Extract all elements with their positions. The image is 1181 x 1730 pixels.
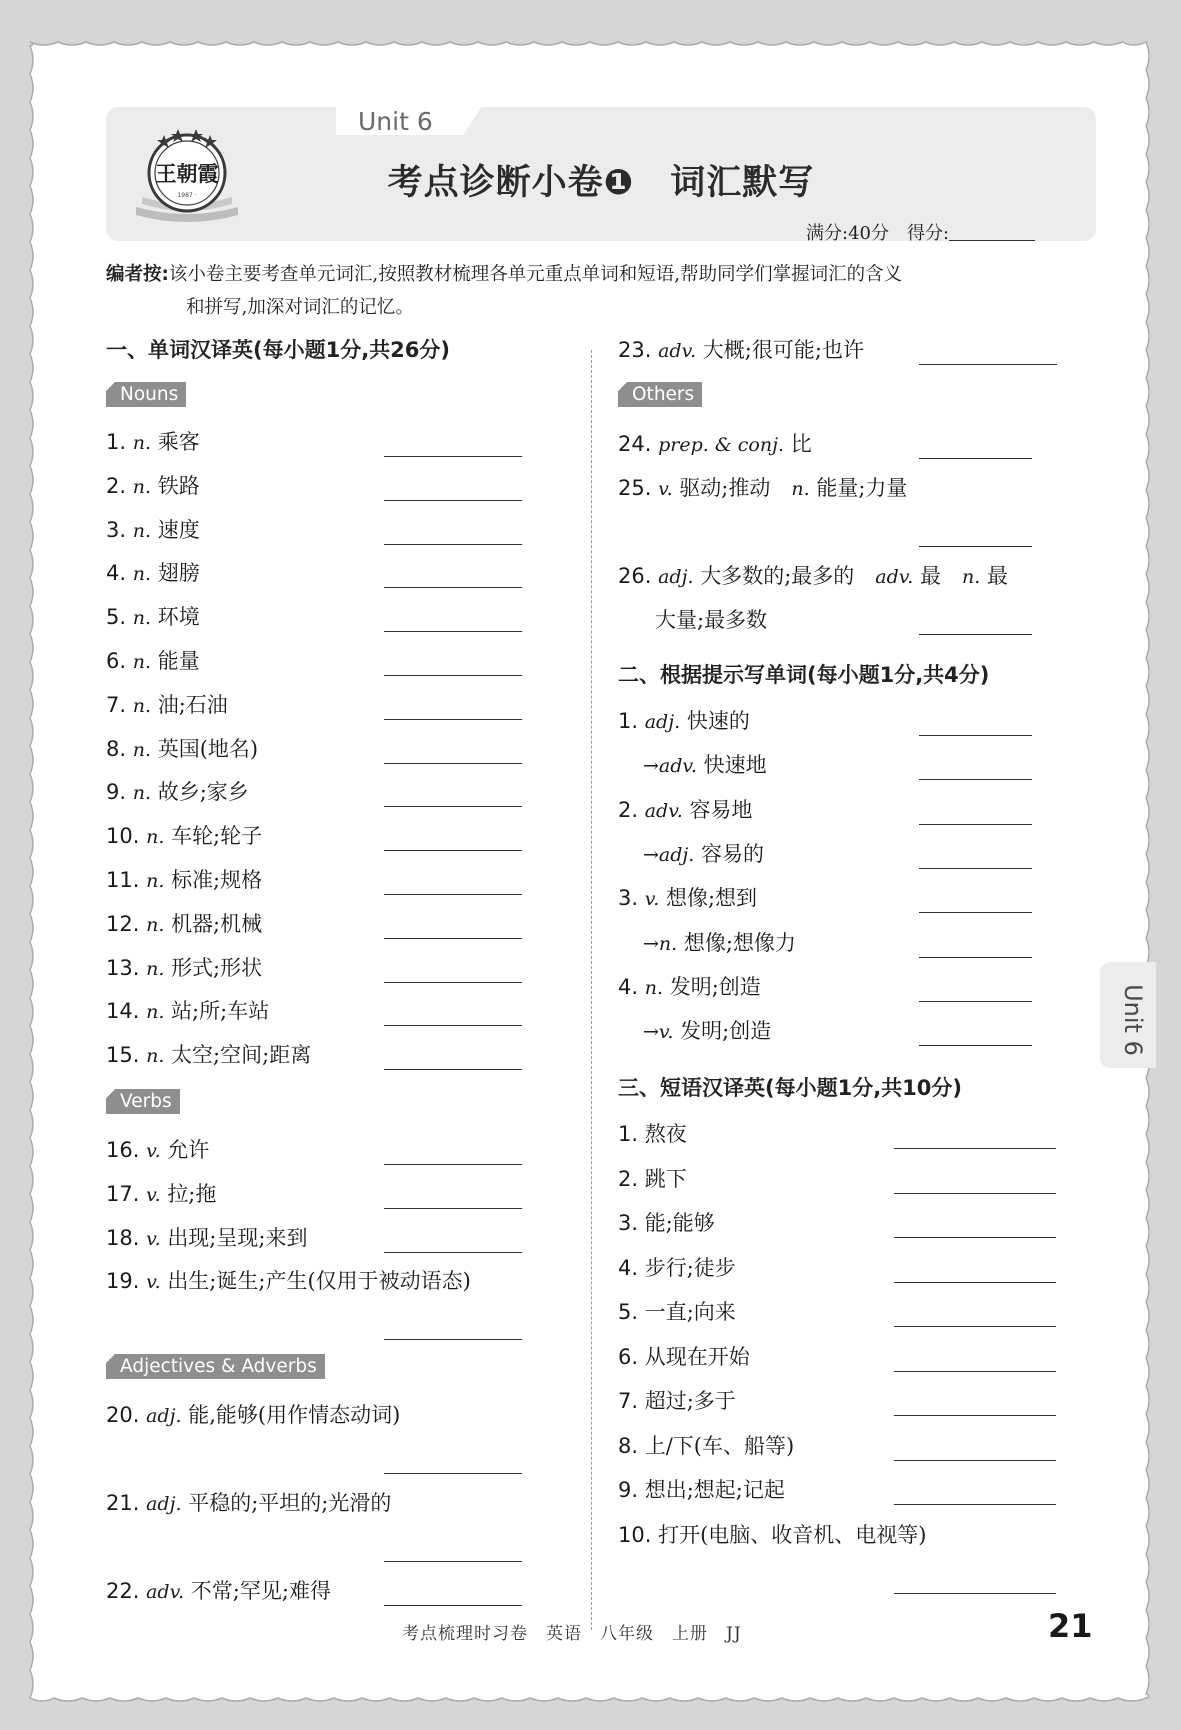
item-prompt: 出生;诞生;产生(仅用于被动语态) — [167, 1269, 471, 1294]
item-number: 1. — [618, 1122, 639, 1146]
part-of-speech: adj. — [658, 566, 694, 588]
item-prompt: 上/下(车、船等) — [644, 1433, 795, 1458]
score-label: 满分:40分 得分: — [806, 223, 950, 244]
answer-blank[interactable] — [894, 1371, 1056, 1372]
question-item — [106, 952, 262, 982]
category-tag: Adjectives & Adverbs — [106, 1354, 325, 1379]
question-item — [618, 1341, 750, 1371]
part-of-speech: n. — [132, 607, 152, 630]
answer-blank[interactable] — [919, 957, 1032, 958]
item-prompt: 大概;很可能;也许 — [702, 338, 864, 362]
answer-blank[interactable] — [384, 1561, 522, 1562]
item-prompt: 从现在开始 — [644, 1344, 750, 1369]
item-number: 8. — [618, 1433, 639, 1458]
item-number: 15. — [106, 1043, 140, 1068]
item-number: 7. — [106, 692, 127, 717]
question-item — [106, 908, 262, 938]
question-item — [618, 1385, 736, 1415]
answer-blank[interactable] — [384, 1339, 522, 1340]
item-prompt: 机器;机械 — [171, 911, 263, 936]
category-tag: Verbs — [106, 1089, 180, 1114]
item-prompt: 出现;呈现;来到 — [167, 1225, 308, 1250]
item-prompt: 比 — [790, 432, 812, 456]
item-number: 8. — [106, 736, 127, 761]
question-item — [618, 1118, 687, 1148]
question-item — [106, 601, 200, 631]
item-number: 1. — [106, 430, 127, 454]
item-prompt: 环境 — [157, 605, 200, 630]
part-of-speech: n. — [132, 738, 152, 761]
part-of-speech: v. — [644, 888, 660, 911]
category-tag: Nouns — [106, 382, 186, 407]
item-number: 21. — [106, 1491, 140, 1515]
part-of-speech: n. — [791, 478, 810, 500]
item-prompt: 驱动;推动 — [679, 476, 771, 500]
answer-blank[interactable] — [894, 1148, 1056, 1149]
item-number: 4. — [106, 561, 127, 586]
item-number: 16. — [106, 1138, 140, 1162]
item-prompt: 大多数的;最多的 — [700, 564, 855, 588]
answer-blank[interactable] — [384, 675, 522, 676]
question-item — [106, 733, 258, 763]
question-item — [643, 927, 796, 957]
item-number: 6. — [618, 1344, 639, 1369]
item-number: 7. — [618, 1389, 639, 1413]
item-prompt: 容易地 — [689, 797, 753, 822]
item-prompt: 平稳的;平坦的;光滑的 — [188, 1491, 392, 1515]
answer-blank[interactable] — [384, 500, 522, 501]
part-of-speech: →adj. — [643, 843, 695, 866]
item-number: 5. — [618, 1300, 639, 1324]
part-of-speech: n. — [146, 957, 165, 980]
item-number: 19. — [106, 1269, 140, 1294]
column-divider — [591, 350, 592, 1630]
answer-blank[interactable] — [894, 1415, 1056, 1416]
question-item — [106, 689, 228, 719]
answer-blank[interactable] — [384, 982, 522, 983]
question-item — [618, 1519, 926, 1549]
item-prompt: 想出;想起;记起 — [644, 1478, 785, 1502]
item-prompt: 能;能够 — [644, 1211, 715, 1235]
part-of-speech: prep. & conj. — [658, 434, 785, 456]
editor-note — [106, 258, 1102, 324]
item-prompt: 标准;规格 — [171, 868, 263, 892]
side-tab-label: Unit 6 — [1119, 984, 1147, 1056]
answer-blank[interactable] — [384, 719, 522, 720]
item-prompt: 发明;创造 — [669, 974, 761, 999]
answer-blank[interactable] — [919, 824, 1032, 825]
item-number: 3. — [618, 886, 639, 911]
question-item — [106, 426, 200, 456]
answer-blank[interactable] — [384, 456, 522, 457]
question-item — [618, 705, 750, 735]
editor-note-line1: 该小卷主要考查单元词汇,按照教材梳理各单元重点单词和短语,帮助同学们掌握词汇的含义 — [168, 264, 903, 285]
part-of-speech: adv. — [146, 1581, 185, 1603]
svg-text:王朝霞: 王朝霞 — [155, 161, 219, 186]
question-item — [618, 334, 864, 364]
category-tag: Others — [618, 382, 702, 407]
part-of-speech: v. — [146, 1271, 161, 1294]
question-item — [106, 1178, 216, 1208]
item-prompt: 站;所;车站 — [171, 999, 270, 1024]
answer-blank[interactable] — [919, 546, 1032, 547]
item-prompt: 想像;想到 — [665, 886, 758, 911]
item-number: 10. — [618, 1522, 652, 1547]
question-item — [106, 1039, 311, 1069]
part-of-speech: n. — [132, 563, 152, 586]
item-number: 3. — [618, 1211, 639, 1235]
editor-note-line2: 和拼写,加深对词汇的记忆。 — [186, 297, 414, 318]
item-prompt: 速度 — [157, 517, 200, 542]
question-item — [106, 1222, 307, 1252]
answer-blank[interactable] — [384, 631, 522, 632]
answer-blank[interactable] — [919, 779, 1032, 780]
question-item — [106, 1134, 209, 1164]
item-prompt: 车轮;轮子 — [171, 824, 263, 849]
part-of-speech: n. — [146, 870, 165, 892]
part-of-speech: v. — [658, 478, 673, 500]
item-prompt: 太空;空间;距离 — [171, 1043, 312, 1068]
answer-blank[interactable] — [919, 1001, 1032, 1002]
question-item — [106, 776, 249, 806]
item-prompt: 跳下 — [644, 1166, 687, 1191]
answer-blank[interactable] — [384, 1164, 522, 1165]
part-of-speech: n. — [146, 1001, 165, 1024]
question-item — [106, 864, 262, 894]
answer-blank[interactable] — [894, 1326, 1056, 1327]
part-of-speech: adj. — [146, 1493, 182, 1515]
answer-blank[interactable] — [894, 1237, 1056, 1238]
item-number: 6. — [106, 649, 127, 673]
item-prompt: 一直;向来 — [644, 1300, 736, 1324]
item-prompt: 翅膀 — [157, 561, 200, 586]
answer-blank[interactable] — [919, 458, 1032, 459]
answer-blank[interactable] — [384, 763, 522, 764]
page-number: 21 — [1048, 1607, 1093, 1645]
item-prompt: 熬夜 — [644, 1122, 687, 1146]
item-prompt: 步行;徒步 — [644, 1255, 736, 1280]
item-number: 4. — [618, 1255, 639, 1280]
question-item — [106, 1399, 400, 1429]
part-of-speech: adj. — [146, 1405, 182, 1427]
footer-text: 考点梳理时习卷 英语 八年级 上册 JJ — [402, 1624, 742, 1644]
part-of-speech: n. — [961, 566, 981, 588]
item-prompt: 最 — [919, 564, 941, 588]
part-of-speech: n. — [132, 432, 152, 454]
item-prompt: 打开(电脑、收音机、电视等) — [658, 1522, 927, 1547]
answer-blank[interactable] — [919, 1045, 1032, 1046]
question-item — [106, 514, 200, 544]
item-prompt: 能,能够(用作情态动词) — [188, 1403, 401, 1427]
item-number: 23. — [618, 338, 652, 362]
item-prompt: 快速的 — [686, 709, 750, 733]
item-prompt: 容易的 — [701, 841, 765, 866]
item-number: 18. — [106, 1225, 140, 1250]
item-prompt: 不常;罕见;难得 — [190, 1579, 331, 1603]
answer-blank[interactable] — [384, 1605, 522, 1606]
part-of-speech: v. — [146, 1183, 161, 1206]
part-of-speech: n. — [132, 475, 152, 498]
item-prompt: 允许 — [167, 1138, 210, 1162]
answer-blank[interactable] — [894, 1193, 1056, 1194]
worksheet-page — [22, 34, 1154, 1706]
part-of-speech: adv. — [875, 566, 914, 588]
question-item — [106, 820, 262, 850]
part-of-speech: n. — [132, 651, 152, 673]
item-prompt: 想像;想像力 — [683, 930, 796, 955]
part-of-speech: →n. — [643, 932, 678, 955]
answer-blank[interactable] — [894, 1593, 1056, 1594]
question-item — [106, 995, 269, 1025]
answer-blank[interactable] — [384, 938, 522, 939]
answer-blank[interactable] — [384, 544, 522, 545]
item-number: 9. — [106, 780, 127, 805]
question-item — [618, 1207, 715, 1237]
item-prompt: 铁路 — [157, 473, 200, 498]
part-of-speech: adv. — [644, 799, 683, 822]
question-item — [618, 560, 1008, 590]
part-of-speech: n. — [132, 694, 152, 717]
answer-blank[interactable] — [894, 1504, 1056, 1505]
answer-blank[interactable] — [384, 806, 522, 807]
item-number: 10. — [106, 824, 140, 849]
question-item — [618, 1430, 794, 1460]
question-item — [618, 472, 907, 502]
question-item — [106, 1575, 331, 1605]
part-of-speech: v. — [146, 1140, 161, 1162]
part-of-speech: n. — [146, 1045, 165, 1068]
item-prompt: 超过;多于 — [644, 1389, 736, 1413]
item-number: 26. — [618, 564, 652, 588]
question-item — [106, 557, 200, 587]
answer-blank[interactable] — [894, 1282, 1056, 1283]
item-prompt: 能量 — [157, 649, 200, 673]
score-line — [806, 219, 1035, 245]
item-number: 1. — [618, 709, 639, 733]
unit-label: Unit 6 — [358, 107, 433, 136]
item-prompt: 发明;创造 — [680, 1019, 772, 1044]
part-of-speech: n. — [146, 826, 165, 849]
answer-blank[interactable] — [919, 912, 1032, 913]
answer-blank[interactable] — [919, 868, 1032, 869]
question-item — [655, 604, 767, 634]
item-number: 17. — [106, 1181, 140, 1206]
answer-blank[interactable] — [384, 1025, 522, 1026]
item-number: 3. — [106, 517, 127, 542]
item-number: 14. — [106, 999, 140, 1024]
item-prompt: 快速地 — [703, 753, 767, 778]
question-item — [643, 1015, 771, 1045]
question-item — [618, 1296, 736, 1326]
part-of-speech: adv. — [658, 340, 697, 362]
item-number: 2. — [106, 473, 127, 498]
item-prompt: 故乡;家乡 — [157, 780, 249, 805]
question-item — [618, 794, 752, 824]
answer-blank[interactable] — [384, 1252, 522, 1253]
part-of-speech: n. — [146, 913, 165, 936]
item-number: 2. — [618, 797, 639, 822]
item-prompt: 乘客 — [157, 430, 200, 454]
item-number: 24. — [618, 432, 652, 456]
question-item — [106, 470, 200, 500]
answer-blank[interactable] — [919, 735, 1032, 736]
item-number: 9. — [618, 1478, 639, 1502]
section-heading: 三、短语汉译英(每小题1分,共10分) — [618, 1076, 963, 1100]
part-of-speech: v. — [146, 1227, 161, 1250]
item-number: 20. — [106, 1403, 140, 1427]
part-of-speech: adj. — [644, 711, 681, 733]
part-of-speech: →adv. — [643, 755, 697, 778]
question-item — [618, 1252, 736, 1282]
question-item — [643, 749, 767, 779]
answer-blank[interactable] — [919, 364, 1057, 365]
item-prompt: 英国(地名) — [157, 736, 259, 761]
page-title: 考点诊断小卷❶ 词汇默写 — [387, 163, 815, 203]
item-prompt: 能量;力量 — [816, 476, 908, 500]
answer-blank[interactable] — [384, 1208, 522, 1209]
item-number: 5. — [106, 605, 127, 630]
part-of-speech: →v. — [643, 1021, 674, 1044]
item-number: 22. — [106, 1579, 140, 1603]
item-prompt: 最 — [986, 564, 1008, 588]
part-of-speech: n. — [132, 782, 152, 805]
question-item — [618, 971, 761, 1001]
item-number: 4. — [618, 974, 639, 999]
question-item — [618, 428, 812, 458]
answer-blank[interactable] — [384, 894, 522, 895]
question-item — [618, 1474, 785, 1504]
item-prompt: 油;石油 — [157, 692, 228, 717]
question-item — [618, 1163, 687, 1193]
question-item — [106, 1265, 471, 1295]
answer-blank[interactable] — [384, 587, 522, 588]
answer-blank[interactable] — [384, 1473, 522, 1474]
answer-blank[interactable] — [384, 1069, 522, 1070]
item-prompt-cont: 大量;最多数 — [655, 608, 768, 632]
answer-blank[interactable] — [919, 634, 1032, 635]
question-item — [106, 1487, 391, 1517]
item-number: 11. — [106, 868, 140, 892]
question-item — [106, 645, 200, 675]
header-card — [106, 107, 1096, 244]
item-number: 2. — [618, 1166, 639, 1191]
part-of-speech: n. — [132, 519, 152, 542]
item-number: 13. — [106, 955, 140, 980]
item-prompt: 拉;拖 — [167, 1181, 217, 1206]
score-blank[interactable] — [949, 224, 1035, 241]
editor-note-label: 编者按: — [106, 264, 169, 285]
answer-blank[interactable] — [894, 1460, 1056, 1461]
question-item — [643, 838, 764, 868]
item-number: 25. — [618, 476, 652, 500]
question-item — [618, 882, 757, 912]
answer-blank[interactable] — [384, 850, 522, 851]
item-prompt: 形式;形状 — [171, 955, 263, 980]
svg-text:1987 ·: 1987 · — [177, 192, 197, 199]
section-heading: 一、单词汉译英(每小题1分,共26分) — [106, 338, 451, 362]
item-number: 12. — [106, 911, 140, 936]
part-of-speech: n. — [644, 976, 664, 999]
section-heading: 二、根据提示写单词(每小题1分,共4分) — [618, 663, 990, 687]
